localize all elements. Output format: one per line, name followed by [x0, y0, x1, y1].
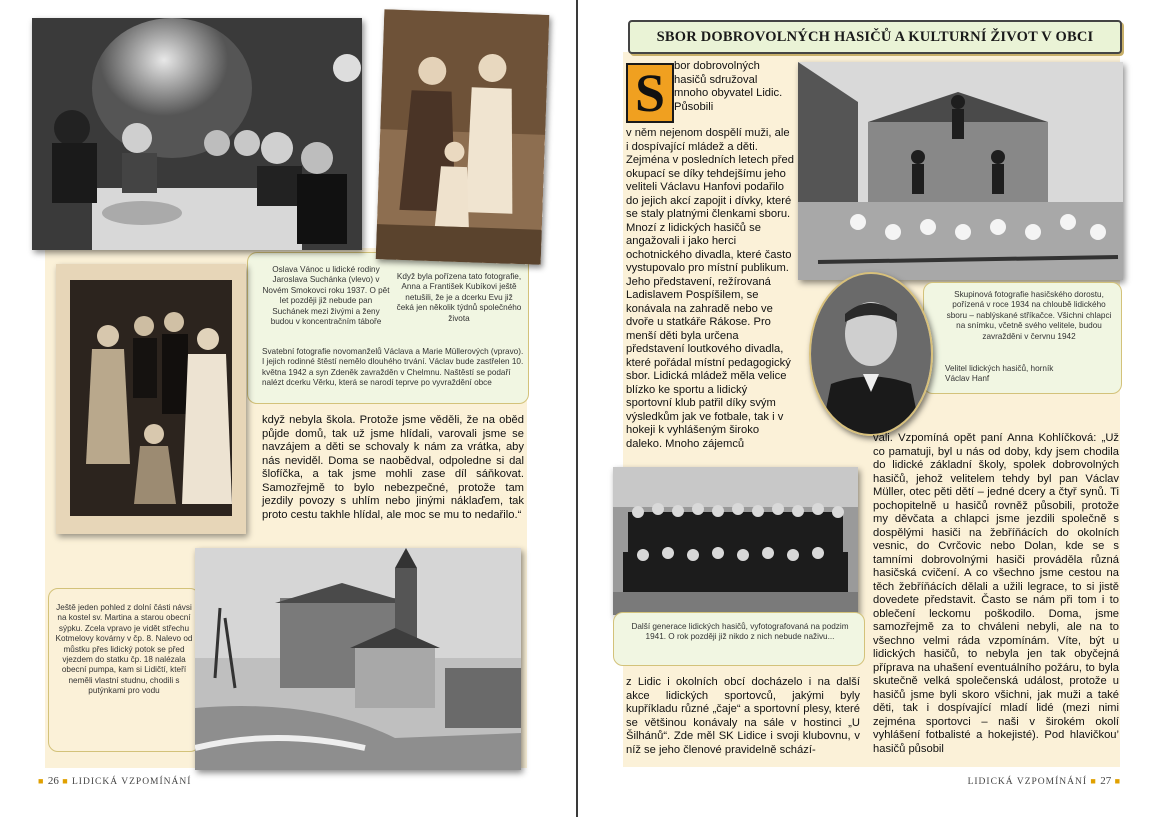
- left-page: [0, 0, 575, 817]
- page-number-right: 27: [1100, 775, 1112, 787]
- section-title: SBOR DOBROVOLNÝCH HASIČŮ A KULTURNÍ ŽIVOT V OBCI: [656, 28, 1094, 45]
- right-footer: LIDICKÁ VZPOMÍNÁNÍ ■ 27 ■: [967, 775, 1121, 787]
- caption-portrait: Velitel lidických hasičů, horník Václav Hanf: [945, 364, 1054, 384]
- caption-group: Skupinová fotografie hasičského dorostu, pořízená v roce 1934 na chloubě lidického sboru – nablýskané stříkačce. Všichni chlapci na snímku, včetně svého velitele, budou zavražděni v červnu 1942: [946, 290, 1112, 341]
- page-number-left: 26: [47, 775, 59, 787]
- right-page: [583, 0, 1159, 817]
- running-title-right: LIDICKÁ VZPOMÍNÁNÍ: [967, 777, 1087, 787]
- caption-family: Když byla pořízena tato fotografie, Anna a František Kubíkovi ještě netušili, že je a dcerku Evu již čeká jen několik týdnů společného života: [396, 272, 522, 323]
- photo-firefighter-youth: [798, 62, 1123, 280]
- left-footer: ■ 26 ■ LIDICKÁ VZPOMÍNÁNÍ: [38, 775, 192, 787]
- photo-kubik-family: [376, 9, 550, 265]
- right-col2-text: vali. Vzpomíná opět paní Anna Kohlíčková: „Už co pamatuji, byl u nás od doby, kdy jsem chodila do lidické základní školy, spolek dobrovolných hasičů, jehož velitelem tehdy byl pan Václav Müller, otec pěti dětí – jedné dcery a čtyř synů. Ti pochopitelně u hasičů rovněž působili, protože my děvčata a chlapci jsme jezdili společně s dospělými hasiči na žebříňácích do okolních vesnic, do Cvrčovic nebo Dolan, kde se s tamními dobrovolnými hasiči prováděla různá hasičská cvičení. A co všechno jsme cestou na těch žebříňácích dělali a užili legrace, to si jistě dovedete představit. Často se nám při tom i to oblečení leckomu poškodilo. Doma, jsme samozřejmě za to chváleni nebyli, ale na to všechno velmi ráda vzpomínám. Víte, být u lidických hasičů, to nebyla jen tak obyčejná příprava na uhašení eventuálního požáru, to byla skutečně velká společenská událost, protože u hasičů jsme byli skoro všichni, jak muži a také děti, tak i dospívající mladí lidé (mezi nimi zejména sportovci – naši v širokém okolí vyhlášení fotbalisté a hokejisté). Pod hlavičkou’ hasičů působil: [873, 432, 1119, 755]
- photo-firefighter-generation: [613, 467, 858, 615]
- book-spine: [576, 0, 578, 817]
- photo-christmas-party: [32, 18, 362, 250]
- dropcap-letter: S: [634, 63, 666, 123]
- left-body-text: když nebyla škola. Protože jsme věděli, že na oběd půjde domů, tak už jsme hlídali, varovali jsme se navzájem a děti se schovaly k nám za vrátka, aby nás neviděl. Doma se naobědval, odpoledne si dal šlofíčka, a tak jsme mohli zase díl sáňkovat. Samozřejmě to bylo nebezpečné, protože tam jezdily povozy s uhlím nebo jinými náklaďem, tak proto cestu takhle hlídal, ale moc se mu to nedařilo.“: [262, 414, 524, 521]
- photo-wedding: [56, 264, 246, 534]
- running-title-left: LIDICKÁ VZPOMÍNÁNÍ: [72, 777, 192, 787]
- caption-wedding: Svatební fotografie novomanželů Václava a Marie Müllerových (vpravo). I jejich rodinné štěstí nemělo dlouhého trvání. Václav bude zastřelen 10. května 1942 a syn Zdeněk zavražděn v Chelmnu. Naštěstí se podaří nalézt dcerku Věrku, která se narodí teprve po vyvraždění obce: [262, 347, 524, 388]
- photo-vaclav-hanf-portrait: [809, 272, 933, 436]
- section-title-box: [628, 20, 1122, 54]
- caption-generation: Další generace lidických hasičů, vyfotografovaná na podzim 1941. O rok později již nikdo z nich nebude naživu...: [631, 622, 849, 642]
- right-col1-text: v něm nejenom dospělí muži, ale i dospívající mládež a děti. Zejména v posledních letech před okupací se díky tehdejšímu jeho veliteli Václavu Hanfovi podařilo do jejich akcí zapojit i dívky, které se staly platnými členkami sboru. Mnozí z lidických hasičů se angažovali i jako herci ochotnického divadla, které často vystupovalo pro místní publikum. Jeho představení, režírovaná Ladislavem Pospíšilem, se konávala na zahradě nebo ve dvoře u statkáře Rákose. Pro menší děti byla určena představení loutkového divadla, které pořádal místní pedagogický sbor. Lidická mládež měla velice blízko ke sportu a lidický sportovní klub patřil díky svým výsledkům jak ve fotbale, tak i v hokeji k vyhlášeným široko daleko. Mnoho zájemců: [626, 127, 794, 450]
- dropcap: [626, 63, 674, 123]
- caption-village: Ještě jeden pohled z dolní části návsi na kostel sv. Martina a starou obecní sýpku. Zcela vpravo je vidět střechu Kotmelovy kovárny v čp. 8. Nalevo od můstku přes lidický potok se před vjezdem do statku čp. 18 nalézala obecní pumpa, kam si Lidičtí, kteří neměli vlastní studnu, chodili s putýnkami pro vodu: [55, 603, 193, 696]
- photo-village-church: [195, 548, 521, 770]
- caption-christmas: Oslava Vánoc u lidické rodiny Jaroslava Suchánka (vlevo) v Novém Smokovci roku 1937. O pět let později již nebude pan Suchánek mezi živými a ženy budou v koncentračním táboře: [262, 265, 390, 327]
- right-col1-intro: bor dobrovolných hasičů sdružoval mnoho obyvatel Lidic. Působili: [674, 60, 783, 113]
- right-col1-bottom: z Lidic i okolních obcí docházelo i na další akce lidických sportovců, jakými byly kupříkladu různé „čaje“ a sportovní plesy, které se většinou konávaly na sále v hostinci „U Šilhánů“. Zde měl SK Lidice i svoji klubovnu, v níž se jeho členové pravidelně schází-: [626, 676, 860, 756]
